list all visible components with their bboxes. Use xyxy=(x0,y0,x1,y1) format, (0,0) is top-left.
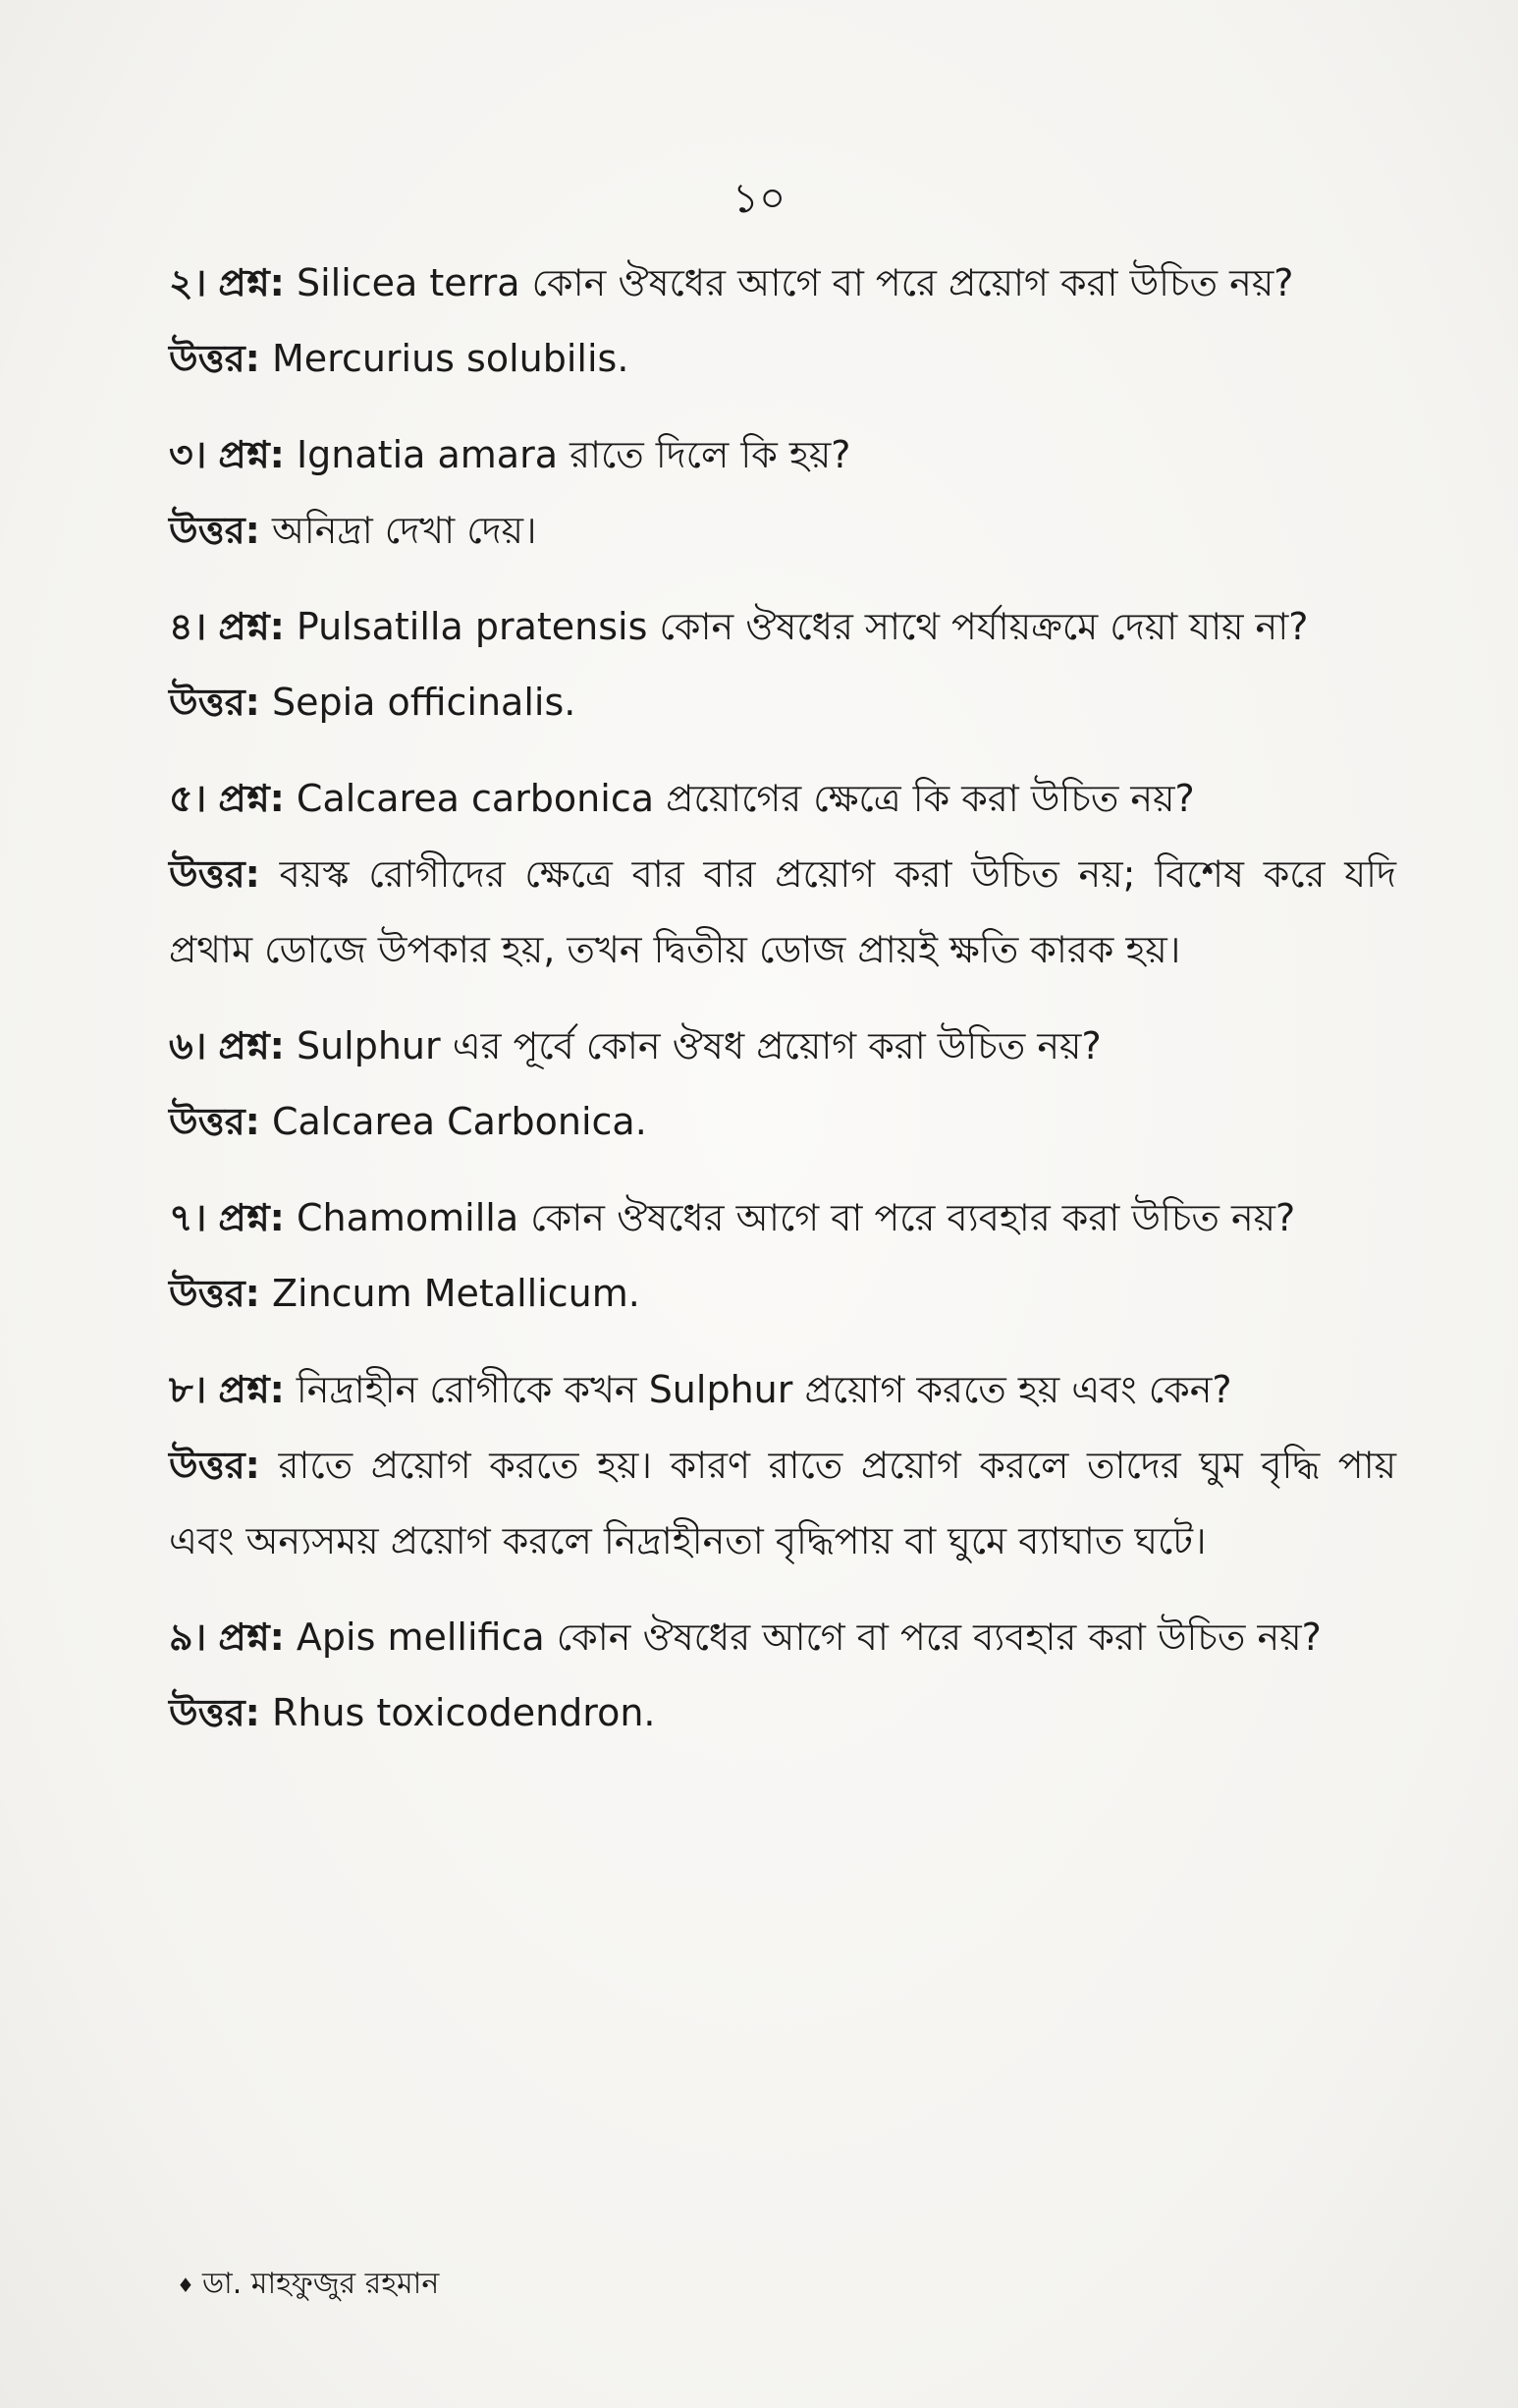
answer xyxy=(169,1256,1396,1332)
question-text: Apis mellifica কোন ঔষধের আগে বা পরে ব্যবহার করা উচিত নয়? xyxy=(296,1615,1322,1659)
qa-item xyxy=(169,1600,1396,1751)
answer xyxy=(169,1675,1396,1751)
answer-label: উত্তর: xyxy=(169,681,260,724)
answer-text: রাতে প্রয়োগ করতে হয়। কারণ রাতে প্রয়োগ করলে তাদের ঘুম বৃদ্ধি পায় এবং অন্যসময় প্রয়োগ করলে নিদ্রাহীনতা বৃদ্ধিপায় বা ঘুমে ব্যাঘাত ঘটে। xyxy=(169,1444,1396,1562)
answer-label: উত্তর: xyxy=(169,1272,260,1315)
question xyxy=(169,1352,1396,1428)
answer-text: বয়স্ক রোগীদের ক্ষেত্রে বার বার প্রয়োগ করা উচিত নয়; বিশেষ করে যদি প্রথাম ডোজে উপকার হয়, তখন দ্বিতীয় ডোজ প্রায়ই ক্ষতি কারক হয়। xyxy=(169,852,1396,971)
answer-text: Mercurius solubilis. xyxy=(271,337,629,380)
qa-item xyxy=(169,417,1396,569)
qa-item xyxy=(169,589,1396,740)
answer-text: Zincum Metallicum. xyxy=(271,1272,640,1315)
page-footer xyxy=(177,2265,439,2305)
answer-label: উত্তর: xyxy=(169,509,260,552)
answer xyxy=(169,837,1396,988)
question-label: প্রশ্ন: xyxy=(218,777,285,820)
question-text: Calcarea carbonica প্রয়োগের ক্ষেত্রে কি করা উচিত নয়? xyxy=(296,777,1195,820)
answer xyxy=(169,493,1396,569)
question-text: Pulsatilla pratensis কোন ঔষধের সাথে পর্যায়ক্রমে দেয়া যায় না? xyxy=(296,605,1309,648)
question-label: প্রশ্ন: xyxy=(218,1196,285,1239)
answer-text: Sepia officinalis. xyxy=(271,681,576,724)
question-number: ৮। xyxy=(169,1368,207,1411)
question-number: ২। xyxy=(169,261,207,304)
qa-item xyxy=(169,1009,1396,1160)
answer xyxy=(169,1428,1396,1579)
answer xyxy=(169,321,1396,397)
qa-item xyxy=(169,246,1396,397)
qa-item xyxy=(169,1352,1396,1579)
question-number: ৩। xyxy=(169,433,207,476)
diamond-icon: ♦ xyxy=(177,2272,194,2297)
question xyxy=(169,589,1396,665)
author-name: ডা. মাহফুজুর রহমান xyxy=(201,2267,440,2301)
question-label: প্রশ্ন: xyxy=(218,261,285,304)
question-text: Ignatia amara রাতে দিলে কি হয়? xyxy=(296,433,851,476)
answer-label: উত্তর: xyxy=(169,1100,260,1143)
question xyxy=(169,1180,1396,1256)
question-number: ৭। xyxy=(169,1196,207,1239)
answer xyxy=(169,665,1396,740)
answer-label: উত্তর: xyxy=(169,1444,260,1487)
question-label: প্রশ্ন: xyxy=(218,1024,285,1067)
question-number: ৯। xyxy=(169,1615,207,1659)
answer-label: উত্তর: xyxy=(169,852,260,896)
question xyxy=(169,1009,1396,1084)
question-label: প্রশ্ন: xyxy=(218,433,285,476)
question-text: Sulphur এর পূর্বে কোন ঔষধ প্রয়োগ করা উচিত নয়? xyxy=(296,1024,1102,1067)
question-text: Silicea terra কোন ঔষধের আগে বা পরে প্রয়োগ করা উচিত নয়? xyxy=(296,261,1294,304)
question-text: Chamomilla কোন ঔষধের আগে বা পরে ব্যবহার করা উচিত নয়? xyxy=(296,1196,1296,1239)
question xyxy=(169,761,1396,837)
answer-label: উত্তর: xyxy=(169,337,260,380)
answer-text: Rhus toxicodendron. xyxy=(271,1691,656,1734)
question-number: ৫। xyxy=(169,777,207,820)
qa-item xyxy=(169,761,1396,988)
question-label: প্রশ্ন: xyxy=(218,1368,285,1411)
question xyxy=(169,246,1396,321)
answer-text: অনিদ্রা দেখা দেয়। xyxy=(271,509,537,552)
question-number: ৪। xyxy=(169,605,207,648)
question xyxy=(169,1600,1396,1675)
question-label: প্রশ্ন: xyxy=(218,605,285,648)
answer-label: উত্তর: xyxy=(169,1691,260,1734)
page-number: ১০ xyxy=(732,174,786,222)
question-text: নিদ্রাহীন রোগীকে কখন Sulphur প্রয়োগ করতে হয় এবং কেন? xyxy=(296,1368,1232,1411)
qa-list xyxy=(169,246,1396,1772)
answer-text: Calcarea Carbonica. xyxy=(271,1100,647,1143)
answer xyxy=(169,1084,1396,1160)
question xyxy=(169,417,1396,493)
question-number: ৬। xyxy=(169,1024,207,1067)
question-label: প্রশ্ন: xyxy=(218,1615,285,1659)
qa-item xyxy=(169,1180,1396,1332)
